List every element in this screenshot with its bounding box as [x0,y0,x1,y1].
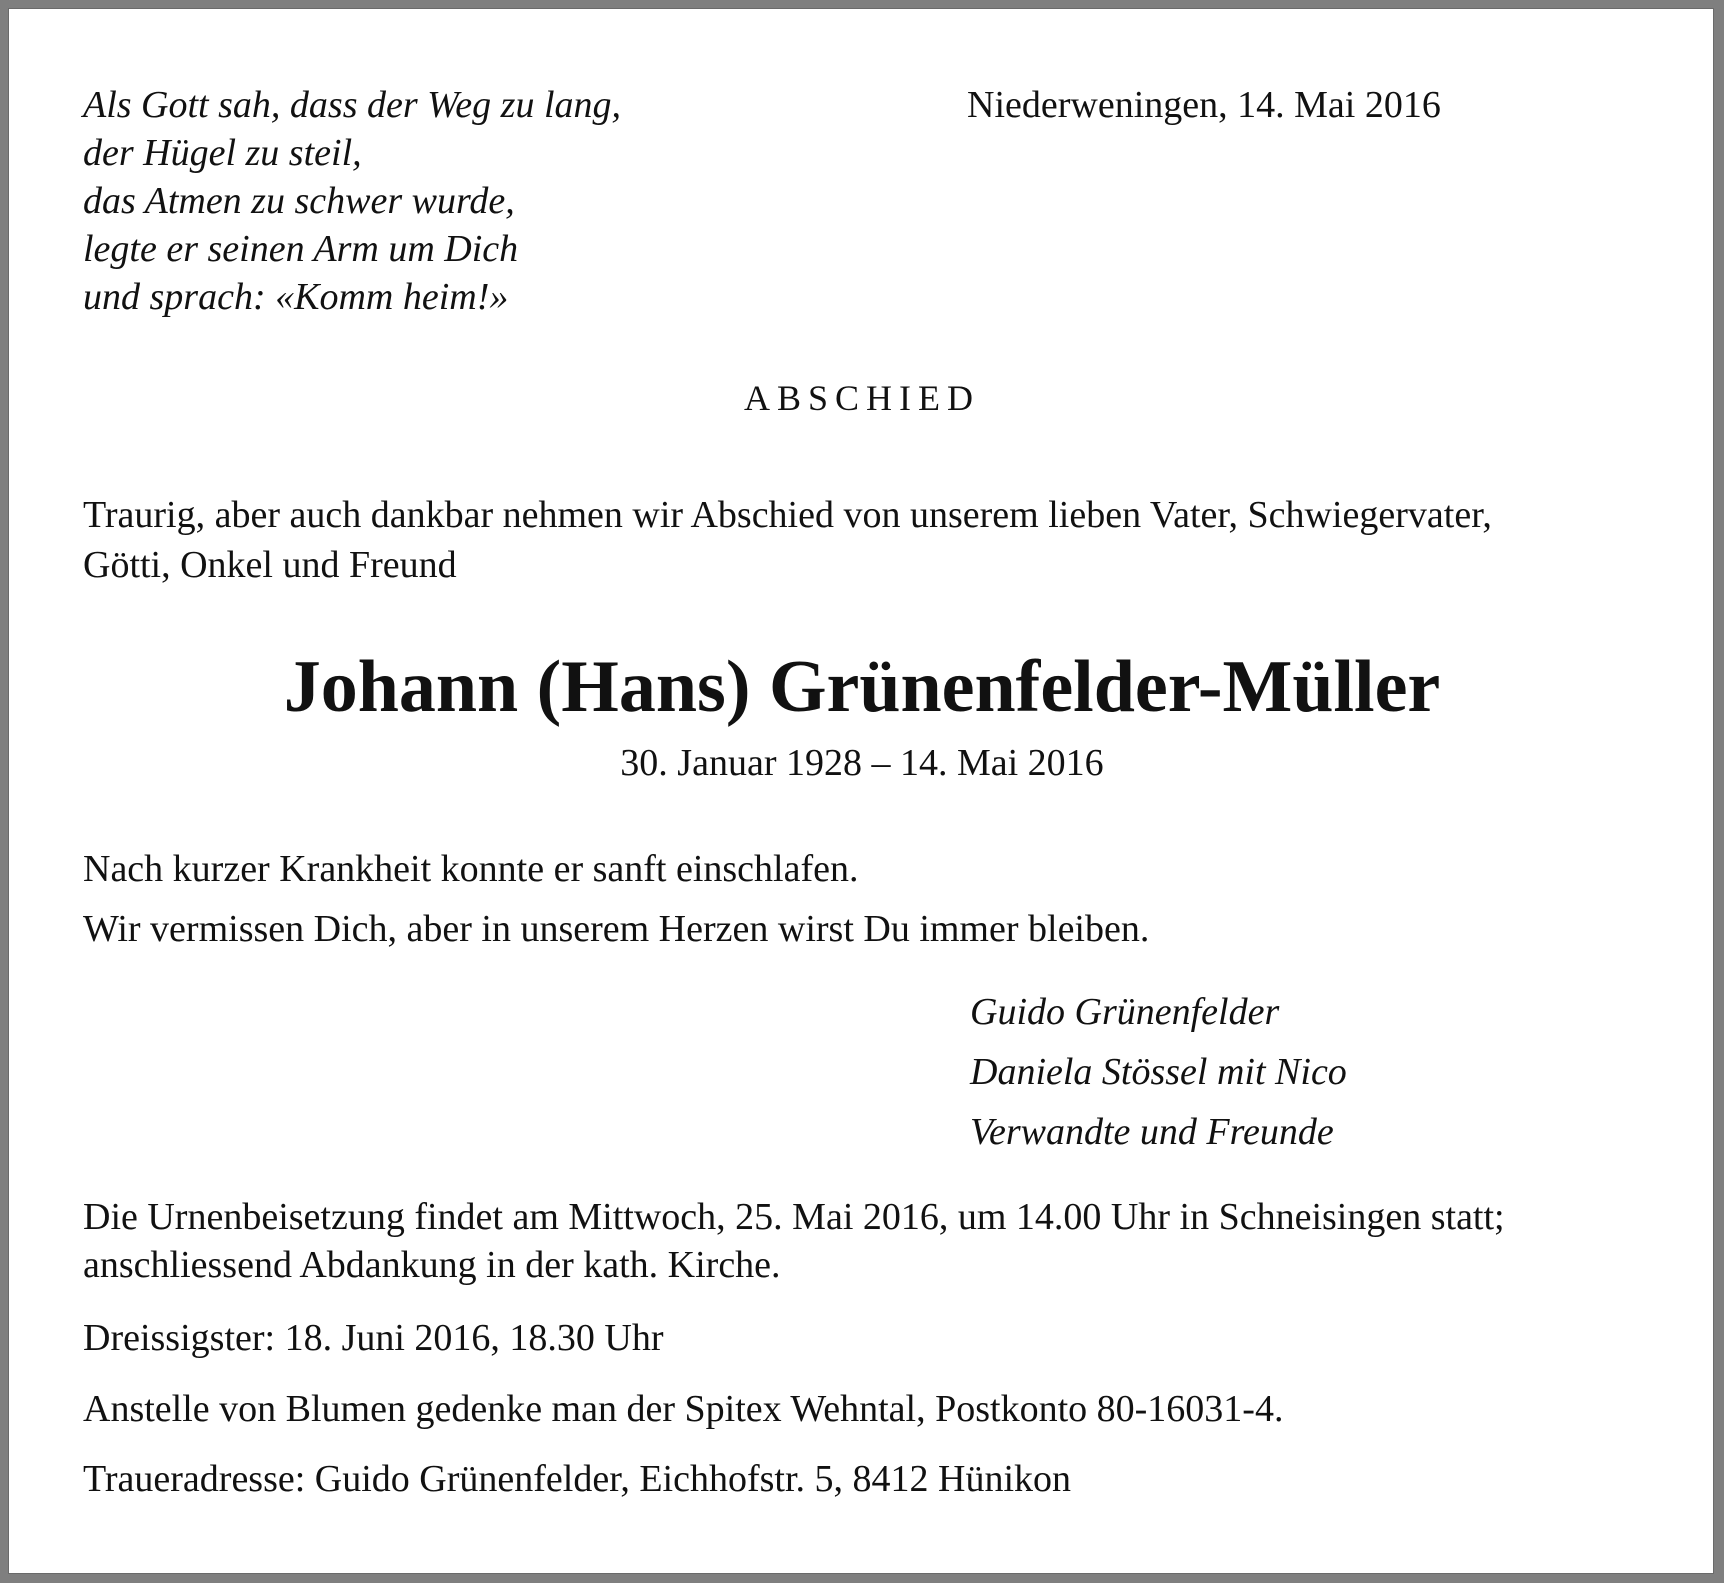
poem-line: und sprach: «Komm heim!» [83,276,509,318]
poem-line: der Hügel zu steil, [83,132,362,174]
poem-line: Als Gott sah, dass der Weg zu lang, [83,84,622,126]
mourner-name: Verwandte und Freunde [970,1111,1334,1153]
message-line: Wir vermissen Dich, aber in unserem Herzen wirst Du immer bleiben. [83,908,1150,950]
section-heading: ABSCHIED [743,378,981,418]
donation-info: Anstelle von Blumen gedenke man der Spitex Wehntal, Postkonto 80-16031-4. [83,1388,1284,1430]
deceased-name: Johann (Hans) Grünenfelder-Müller [283,646,1441,728]
mourner-name: Guido Grünenfelder [970,991,1280,1033]
lifespan-dates: 30. Januar 1928 – 14. Mai 2016 [620,742,1104,784]
intro-line: Götti, Onkel und Freund [83,544,457,586]
funeral-info-line: anschliessend Abdankung in der kath. Kirche. [83,1244,781,1286]
funeral-info-line: Die Urnenbeisetzung findet am Mittwoch, 25. Mai 2016, um 14.00 Uhr in Schneisingen statt; [83,1196,1505,1238]
place-date: Niederweningen, 14. Mai 2016 [967,84,1441,126]
mourning-address: Traueradresse: Guido Grünenfelder, Eichhofstr. 5, 8412 Hünikon [83,1458,1072,1500]
mourner-name: Daniela Stössel mit Nico [970,1051,1347,1093]
poem-line: legte er seinen Arm um Dich [83,228,519,270]
dreissigster-info: Dreissigster: 18. Juni 2016, 18.30 Uhr [83,1317,664,1359]
intro-line: Traurig, aber auch dankbar nehmen wir Abschied von unserem lieben Vater, Schwiegervater, [83,494,1492,536]
poem-line: das Atmen zu schwer wurde, [83,180,515,222]
message-line: Nach kurzer Krankheit konnte er sanft einschlafen. [83,848,859,890]
